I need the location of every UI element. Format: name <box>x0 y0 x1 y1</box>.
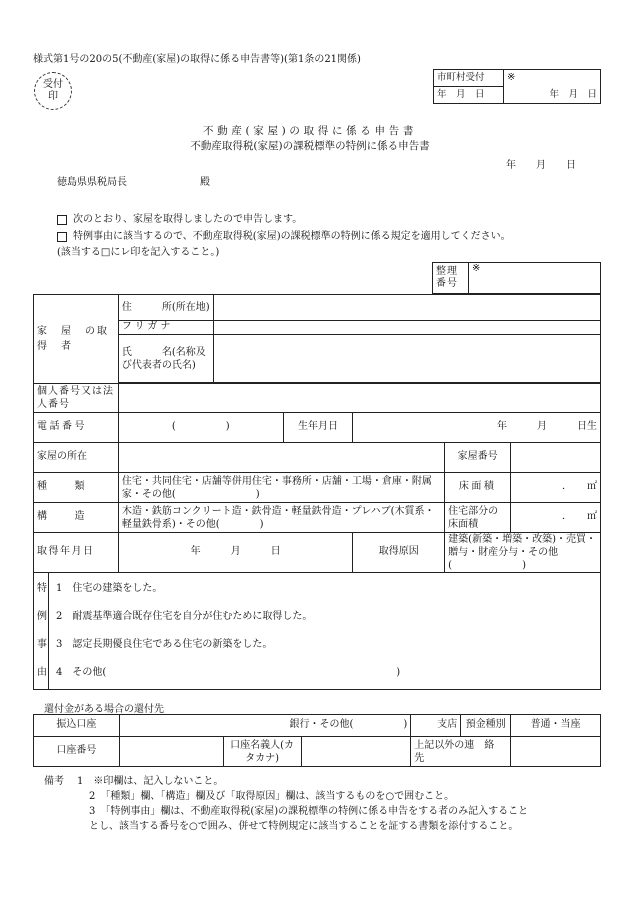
birth-field[interactable]: 年 月 日生 <box>353 413 601 443</box>
special-item-4[interactable]: 4 その他( ) <box>56 667 401 678</box>
furigana-field[interactable] <box>213 321 600 335</box>
special-item-1[interactable]: 1 住宅の建築をした。 <box>56 583 163 594</box>
kojin-label: 個人番号又は法人番号 <box>34 384 119 413</box>
kind-label: 種 類 <box>34 473 119 503</box>
receipt-date1: 年 月 日 <box>434 87 504 104</box>
declaration-2-checkbox[interactable] <box>57 232 67 242</box>
form-number: 様式第1号の20の5(不動産(家屋)の取得に係る申告書等)(第1条の21関係) <box>33 54 361 65</box>
contact-label: 上記以外の連 絡 先 <box>411 737 511 767</box>
cause-options[interactable]: 建築(新築・増築・改築)・売買・贈与・財産分与・その他( ) <box>445 533 601 573</box>
note-2: 2 「種類」欄、「構造」欄及び「取得原因」欄は、該当するものを○で囲むこと。 <box>89 791 455 802</box>
page-subtitle: 不動産取得税(家屋)の課税標準の特例に係る申告書 <box>190 140 430 152</box>
addressee-suffix: 殿 <box>200 177 210 188</box>
note-1: 1 ※印欄は、記入しないこと。 <box>77 776 224 787</box>
housing-area-field[interactable]: ． ㎡ <box>511 503 601 533</box>
holder-label: 口座名義人(カタカナ) <box>223 737 301 767</box>
address-label: 住 所(所在地) <box>118 295 213 321</box>
notes-head: 備考 <box>44 776 64 787</box>
seiri-mark: ※ <box>469 263 601 294</box>
bank-label: 振込口座 <box>34 715 120 737</box>
structure-options[interactable]: 木造・鉄筋コンクリート造・鉄骨造・軽量鉄骨造・プレハブ(木質系・軽量鉄骨系)・その他( ) <box>118 503 444 533</box>
furigana-label: フリガナ <box>118 321 213 335</box>
housing-area-label: 住宅部分の床面積 <box>445 503 511 533</box>
floor-area-label: 床面積 <box>445 473 511 503</box>
deposit-field[interactable]: 普通・当座 <box>511 715 601 737</box>
receipt-mark: ※ <box>504 70 601 87</box>
seiri-label: 整理番号 <box>433 263 469 294</box>
special-label-2: 例 <box>37 611 47 622</box>
special-item-2[interactable]: 2 耐震基準適合既存住宅を自分が住むために取得した。 <box>56 611 313 622</box>
seiri-box <box>432 262 601 294</box>
contact-field[interactable] <box>511 737 601 767</box>
special-label-4: 由 <box>37 667 47 678</box>
house-number-label: 家屋番号 <box>445 443 511 473</box>
refund-table <box>33 714 601 767</box>
name-label: 氏 名(名称及び代表者の氏名) <box>118 335 213 383</box>
special-label-3: 事 <box>37 639 47 650</box>
declaration-1-text: 次のとおり、家屋を取得しましたので申告します。 <box>73 214 303 225</box>
addressee-name: 徳島県県税局長 <box>57 177 127 188</box>
name-field[interactable] <box>213 335 600 383</box>
phone-label: 電話番号 <box>34 413 119 443</box>
note-3b: とし、該当する番号を○で囲み、併せて特例規定に該当することを証する書類を添付すること。 <box>89 821 519 832</box>
acq-date-field[interactable]: 年 月 日 <box>118 533 353 573</box>
account-number-field[interactable] <box>119 737 223 767</box>
stamp-line1: 受付 <box>43 79 63 90</box>
declaration-2 <box>57 227 511 242</box>
special-reason-box <box>34 573 601 690</box>
filing-date: 年 月 日 <box>506 160 576 171</box>
acquirer-label: 家 屋 の取 得 者 <box>34 295 119 384</box>
receipt-label: 市町村受付 <box>434 70 504 87</box>
cause-label: 取得原因 <box>353 533 445 573</box>
address-field[interactable] <box>213 295 600 321</box>
stamp-line2: 印 <box>48 91 58 102</box>
holder-field[interactable] <box>301 737 411 767</box>
birth-label: 生年月日 <box>283 413 353 443</box>
declaration-1-checkbox[interactable] <box>57 215 67 225</box>
receipt-date2: 年 月 日 <box>504 87 601 104</box>
declaration-2-text: 特例事由に該当するので、不動産取得税(家屋)の課税標準の特例に係る規定を適用してください。 <box>73 231 511 242</box>
account-number-label: 口座番号 <box>34 737 120 767</box>
kojin-field[interactable] <box>118 384 600 413</box>
deposit-label: 預金種別 <box>461 715 511 737</box>
location-label: 家屋の所在 <box>34 443 119 473</box>
location-field[interactable] <box>118 443 444 473</box>
declaration-note: (該当する□にレ印を記入すること。) <box>57 247 220 258</box>
receipt-box <box>433 69 601 104</box>
bank-field[interactable]: 銀行・その他( ) <box>119 715 410 737</box>
main-form-table <box>33 294 601 690</box>
floor-area-field[interactable]: ． ㎡ <box>511 473 601 503</box>
branch-field[interactable]: 支店 <box>411 715 461 737</box>
special-item-3[interactable]: 3 認定長期優良住宅である住宅の新築をした。 <box>56 639 273 650</box>
structure-label: 構 造 <box>34 503 119 533</box>
kind-options[interactable]: 住宅・共同住宅・店舗等併用住宅・事務所・店舗・工場・倉庫・附属家・その他( ) <box>118 473 444 503</box>
refund-heading: 還付金がある場合の還付先 <box>44 704 164 715</box>
reception-stamp <box>34 72 72 110</box>
note-3: 3 「特例事由」欄は、不動産取得税(家屋)の課税標準の特例に係る申告をする者のみ記入すること <box>89 806 529 817</box>
acq-date-label: 取得年月日 <box>34 533 119 573</box>
phone-field[interactable]: ( ) <box>118 413 283 443</box>
page-title: 不動産(家屋)の取得に係る申告書 <box>203 125 417 137</box>
special-label-1: 特 <box>37 583 47 594</box>
house-number-field[interactable] <box>511 443 601 473</box>
declaration-1 <box>57 210 302 225</box>
